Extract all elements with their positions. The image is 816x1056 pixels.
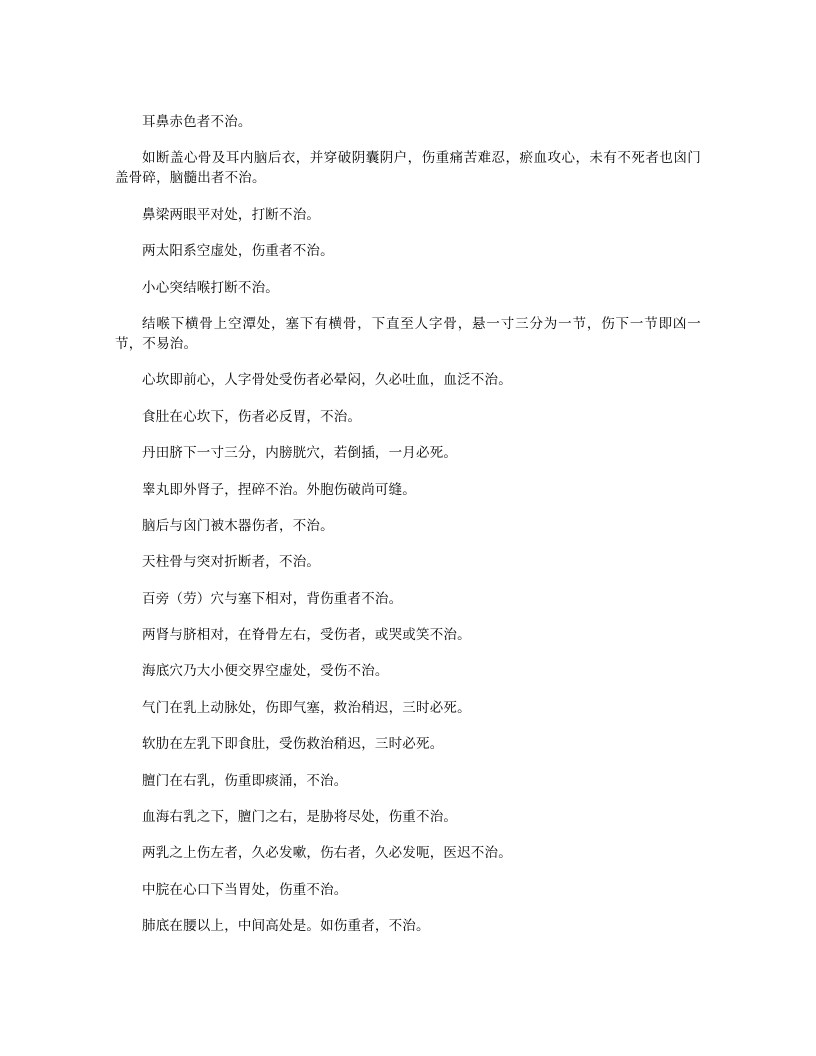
paragraph-1: 耳鼻赤色者不治。 bbox=[142, 114, 252, 130]
document-body bbox=[115, 112, 701, 953]
paragraph-4: 两太阳系空虚处，伤重者不治。 bbox=[142, 243, 334, 260]
paragraph-6: 结喉下横骨上空潭处，塞下有横骨，下直至人字骨，悬一寸三分为一节，伤下一节即凶一节，不易治。 bbox=[115, 315, 701, 352]
paragraph-19: 血海右乳之下，膻门之右，是胁将尽处，伤重不治。 bbox=[142, 809, 458, 826]
paragraph-8: 食肚在心坎下，伤者必反胃，不治。 bbox=[142, 408, 362, 425]
paragraph-21: 中脘在心口下当胃处，伤重不治。 bbox=[142, 881, 348, 898]
paragraph-18: 膻门在右乳，伤重即痰涌，不治。 bbox=[142, 772, 348, 789]
paragraph-9: 丹田脐下一寸三分，内膀胱穴，若倒插，一月必死。 bbox=[142, 445, 458, 462]
paragraph-15: 海底穴乃大小便交界空虚处，受伤不治。 bbox=[142, 663, 389, 680]
paragraph-7: 心坎即前心，人字骨处受伤者必晕闷，久必吐血，血泛不治。 bbox=[142, 372, 512, 389]
paragraph-13: 百旁（劳）穴与塞下相对，背伤重者不治。 bbox=[142, 590, 403, 607]
paragraph-10: 睾丸即外肾子，捏碎不治。外胞伤破尚可缝。 bbox=[142, 481, 416, 498]
paragraph-22: 肺底在腰以上，中间高处是。如伤重者，不治。 bbox=[142, 918, 430, 935]
paragraph-3: 鼻梁两眼平对处，打断不治。 bbox=[142, 206, 321, 223]
paragraph-20: 两乳之上伤左者，久必发嗽，伤右者，久必发呃，医迟不治。 bbox=[142, 845, 512, 862]
paragraph-14: 两肾与脐相对，在脊骨左右，受伤者，或哭或笑不治。 bbox=[142, 627, 471, 644]
paragraph-17: 软肋在左乳下即食肚，受伤救治稍迟，三时必死。 bbox=[142, 736, 444, 753]
paragraph-11: 脑后与囟门被木器伤者，不治。 bbox=[142, 517, 334, 534]
paragraph-12: 天柱骨与突对折断者，不治。 bbox=[142, 554, 321, 571]
paragraph-5: 小心突结喉打断不治。 bbox=[142, 279, 279, 296]
paragraph-2: 如断盖心骨及耳内脑后衣，并穿破阴囊阴户，伤重痛苦难忍，瘀血攻心，未有不死者也囟门盖骨碎，脑髓出者不治。 bbox=[115, 150, 701, 187]
paragraph-16: 气门在乳上动脉处，伤即气塞，救治稍迟，三时必死。 bbox=[142, 699, 471, 716]
